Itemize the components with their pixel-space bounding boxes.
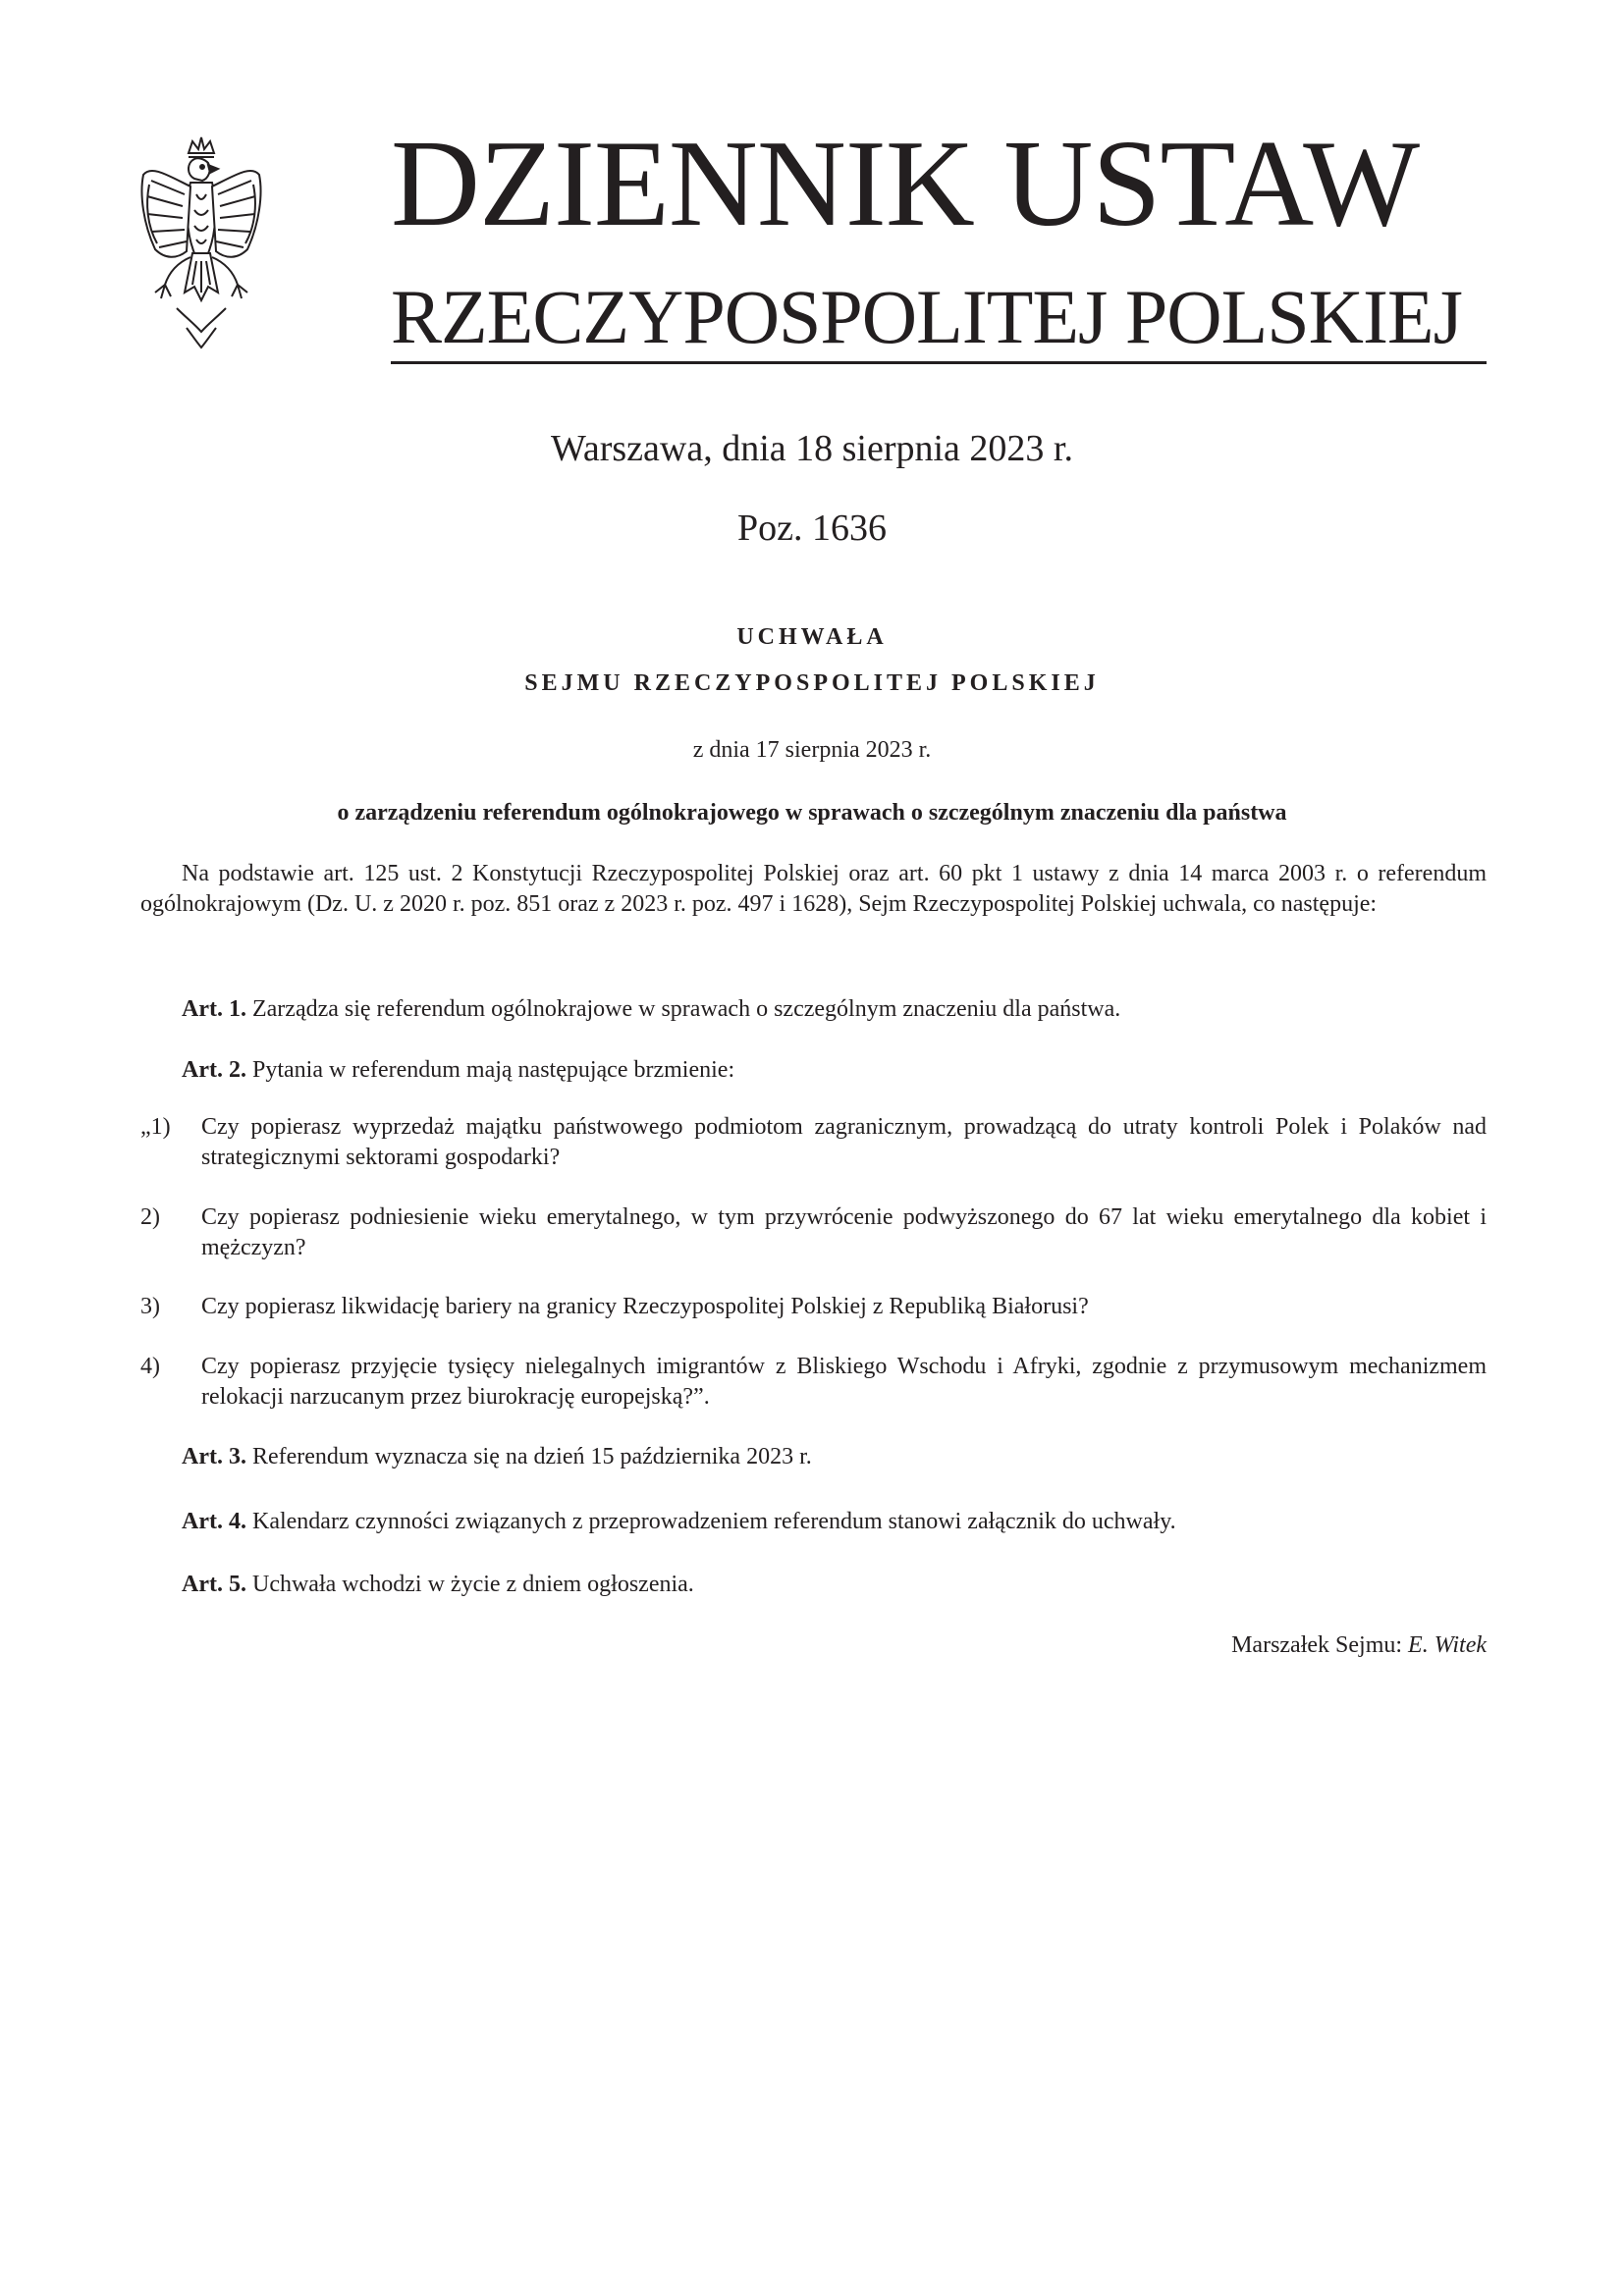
act-type: UCHWAŁA xyxy=(736,624,888,650)
article-4 xyxy=(182,1507,1487,1537)
signature-role: Marszałek Sejmu: xyxy=(1231,1632,1403,1658)
question-number: 3) xyxy=(140,1294,160,1319)
question-text: Czy popierasz przyjęcie tysięcy nielegalnych imigrantów z Bliskiego Wschodu i Afryki, zgodnie z przymusowym mechanizmem relokacji narzucanym przez biurokrację europejską?”. xyxy=(201,1354,1487,1410)
article-label: Art. 3. xyxy=(182,1444,246,1469)
article-text: Uchwała wchodzi w życie z dniem ogłoszenia. xyxy=(251,1572,694,1597)
issue-position: Poz. 1636 xyxy=(737,507,887,549)
question-number: „1) xyxy=(140,1114,171,1140)
question-text: Czy popierasz wyprzedaż majątku państwowego podmiotom zagranicznym, prowadzącą do utraty kontroli Polek i Polaków nad strategicznymi sektorami gospodarki? xyxy=(201,1114,1487,1170)
article-text: Zarządza się referendum ogólnokrajowe w sprawach o szczególnym znaczeniu dla państwa. xyxy=(251,996,1121,1022)
signature-name: E. Witek xyxy=(1408,1632,1487,1658)
article-3 xyxy=(182,1442,1487,1472)
article-label: Art. 2. xyxy=(182,1057,246,1083)
polish-eagle-emblem-icon xyxy=(137,135,265,353)
question-number: 4) xyxy=(140,1354,160,1379)
article-text: Referendum wyznacza się na dzień 15 października 2023 r. xyxy=(251,1444,812,1469)
act-authority: SEJMU RZECZYPOSPOLITEJ POLSKIEJ xyxy=(524,670,1100,696)
article-text: Pytania w referendum mają następujące brzmienie: xyxy=(251,1057,735,1083)
referendum-question-1 xyxy=(140,1112,1487,1173)
article-1 xyxy=(182,994,1487,1025)
referendum-question-2 xyxy=(140,1202,1487,1263)
article-2 xyxy=(182,1055,1487,1086)
referendum-question-4 xyxy=(140,1352,1487,1413)
journal-subtitle: RZECZYPOSPOLITEJ POLSKIEJ xyxy=(391,274,1462,359)
article-label: Art. 1. xyxy=(182,996,246,1022)
masthead-divider xyxy=(391,361,1487,364)
signature-block xyxy=(1231,1630,1487,1661)
act-subject: o zarządzeniu referendum ogólnokrajowego w sprawach o szczególnym znaczeniu dla państwa xyxy=(337,800,1287,826)
article-label: Art. 5. xyxy=(182,1572,246,1597)
question-number: 2) xyxy=(140,1204,160,1230)
article-5 xyxy=(182,1570,1487,1600)
act-date: z dnia 17 sierpnia 2023 r. xyxy=(692,737,932,763)
journal-title: DZIENNIK USTAW xyxy=(391,116,1420,252)
article-text: Kalendarz czynności związanych z przeprowadzeniem referendum stanowi załącznik do uchwały. xyxy=(251,1509,1176,1534)
referendum-question-3 xyxy=(140,1292,1487,1322)
question-text: Czy popierasz podniesienie wieku emerytalnego, w tym przywrócenie podwyższonego do 67 lat wieku emerytalnego dla kobiet i mężczyzn? xyxy=(201,1204,1487,1260)
question-text: Czy popierasz likwidację bariery na granicy Rzeczypospolitej Polskiej z Republiką Białorusi? xyxy=(201,1294,1089,1319)
article-label: Art. 4. xyxy=(182,1509,246,1534)
issue-date: Warszawa, dnia 18 sierpnia 2023 r. xyxy=(551,428,1073,469)
preamble: Na podstawie art. 125 ust. 2 Konstytucji Rzeczypospolitej Polskiej oraz art. 60 pkt 1 ustawy z dnia 14 marca 2003 r. o referendum ogólnokrajowym (Dz. U. z 2020 r. poz. 851 oraz z 2023 r. poz. 497 i 1628), Sejm Rzeczypospolitej Polskiej uchwala, co następuje: xyxy=(140,861,1487,917)
